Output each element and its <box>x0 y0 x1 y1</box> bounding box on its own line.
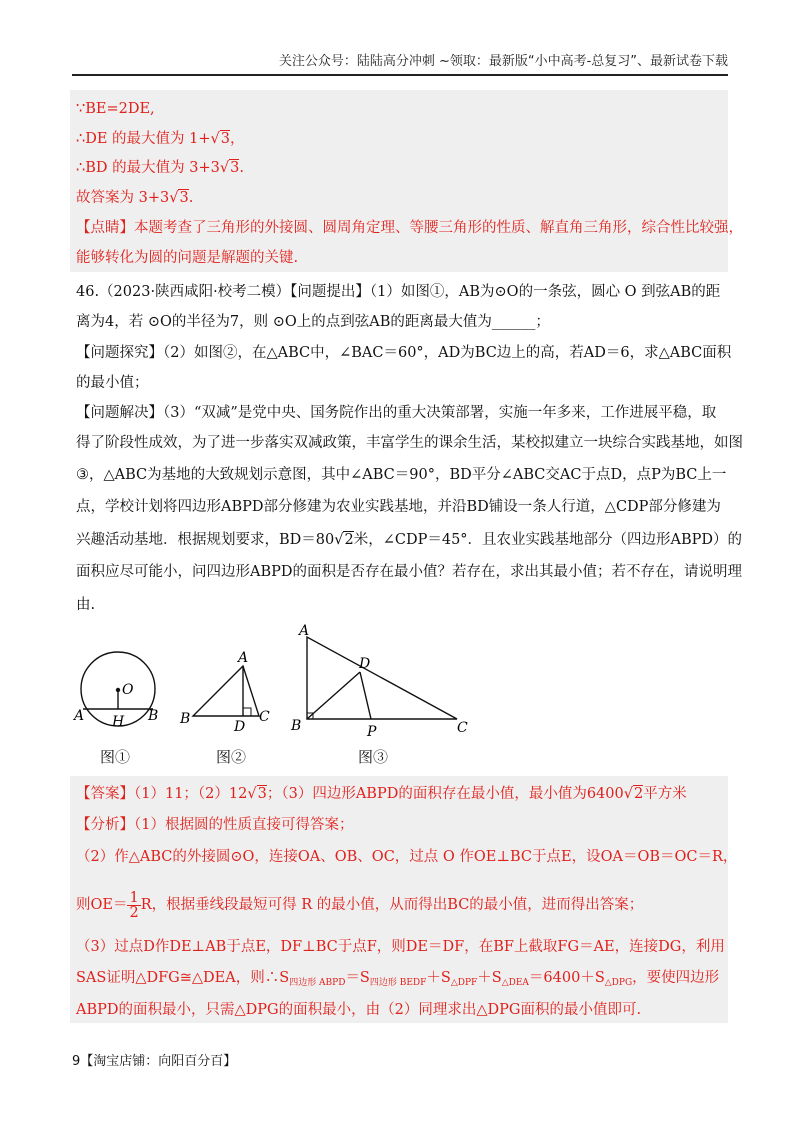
problem-line-4: 的最小值； <box>76 375 149 391</box>
right-angle-mark <box>243 708 251 716</box>
label-b: B <box>148 708 159 724</box>
solution-line-3: ∴BD 的最大值为 3+3√3. <box>76 160 244 176</box>
caption-figure-2: 图② <box>216 748 247 766</box>
label-b: B <box>291 718 302 734</box>
problem-line-11: 由. <box>76 597 96 613</box>
page-header: 关注公众号：陆陆高分冲刺 ~领取：最新版“小中高考-总复习”、最新试卷下载 <box>72 52 728 76</box>
label-o: O <box>122 682 134 698</box>
caption-figure-3: 图③ <box>358 748 389 766</box>
figure-2 <box>176 645 286 735</box>
label-h: H <box>112 714 125 730</box>
problem-line-1: 46.（2023·陕西咸阳·校考二模）【问题提出】（1）如图①，AB为⊙O的一条弦，圆心 O 到弦AB的距 <box>76 284 721 300</box>
solution-line-4: 故答案为 3+3√3. <box>76 190 194 206</box>
solution-line-1: ∵BE=2DE, <box>76 101 155 117</box>
label-c: C <box>457 720 468 736</box>
label-a: A <box>74 708 85 724</box>
caption-figure-1: 图① <box>100 748 131 766</box>
problem-line-5: 【问题解决】（3）“双减”是党中央、国务院作出的重大决策部署，实施一年多来，工作进展平稳，取 <box>76 405 717 421</box>
center-point <box>116 688 120 692</box>
analysis-line-6: ABPD的面积最小，只需△DPG的面积最小，由（2）同理求出△DPG面积的最小值即可. <box>76 1002 642 1018</box>
problem-line-6: 得了阶段性成效，为了进一步落实双减政策，丰富学生的课余生活，某校拟建立一块综合实践基地，如图 <box>76 435 743 451</box>
label-c: C <box>259 709 270 725</box>
problem-line-7: ③，△ABC为基地的大致规划示意图，其中∠ABC＝90°，BD平分∠ABC交AC于点D，点P为BC上一 <box>76 467 727 483</box>
answer-line: 【答案】（1）11；（2）12√3；（3）四边形ABPD的面积存在最小值，最小值为6400√2平方米 <box>76 786 687 802</box>
analysis-line-2: （2）作△ABC的外接圆⊙O，连接OA、OB、OC，过点 O 作OE⊥BC于点E，设OA＝OB＝OC＝R， <box>76 849 738 865</box>
figure-3 <box>285 620 485 740</box>
figure-1 <box>70 650 170 740</box>
problem-line-10: 面积应尽可能小，问四边形ABPD的面积是否存在最小值？若存在，求出其最小值；若不存在，请说明理 <box>76 564 743 580</box>
triangle-abc <box>307 637 457 719</box>
comment-line-2: 能够转化为圆的问题是解题的关键. <box>76 250 299 266</box>
analysis-line-4: （3）过点D作DE⊥AB于点E，DF⊥BC于点F，则DE＝DF，在BF上截取FG＝AE，连接DG，利用 <box>76 939 725 955</box>
problem-line-8: 点，学校计划将四边形ABPD部分修建为农业实践基地，并沿BD铺设一条人行道，△CDP部分修建为 <box>76 499 721 515</box>
problem-line-3: 【问题探究】（2）如图②，在△ABC中，∠BAC＝60°，AD为BC边上的高，若AD＝6，求△ABC面积 <box>76 345 732 361</box>
label-a: A <box>299 623 310 639</box>
problem-line-9: 兴趣活动基地．根据规划要求，BD＝80√2米，∠CDP＝45°．且农业实践基地部分（四边形ABPD）的 <box>76 532 743 548</box>
label-d: D <box>234 719 246 735</box>
analysis-line-5: SAS证明△DFG≅△DEA，则$\therefore S_{四边形 ABPD}=S_{四边形 BEDF}+S_{\triangle DPF}+S_{\triangle DEA}=6400+S_{\triangle DPG}$，要使四边形 <box>76 970 720 988</box>
analysis-line-1: 【分析】（1）根据圆的性质直接可得答案； <box>76 817 354 833</box>
comment-line-1: 【点睛】本题考查了三角形的外接圆、圆周角定理、等腰三角形的性质、解直角三角形，综合性比较强， <box>76 220 743 236</box>
label-d: D <box>359 656 371 672</box>
solution-line-2: ∴DE 的最大值为 1+√3， <box>76 131 245 147</box>
analysis-line-3: 则OE＝ $\frac{1}{2}$ R，根据垂线段最短可得 R 的最小值，从而得出BC的最小值，进而得出答案； <box>76 889 644 921</box>
label-b: B <box>180 711 191 727</box>
page-footer: 9【淘宝店铺：向阳百分百】 <box>72 1054 237 1069</box>
label-p: P <box>367 724 377 740</box>
problem-line-2: 离为4，若 ⊙O的半径为7，则 ⊙O上的点到弦AB的距离最大值为______； <box>76 314 550 330</box>
segment-bd <box>307 672 360 719</box>
segment-dp <box>360 672 371 719</box>
solution-shade <box>70 90 728 272</box>
label-a: A <box>238 650 249 666</box>
